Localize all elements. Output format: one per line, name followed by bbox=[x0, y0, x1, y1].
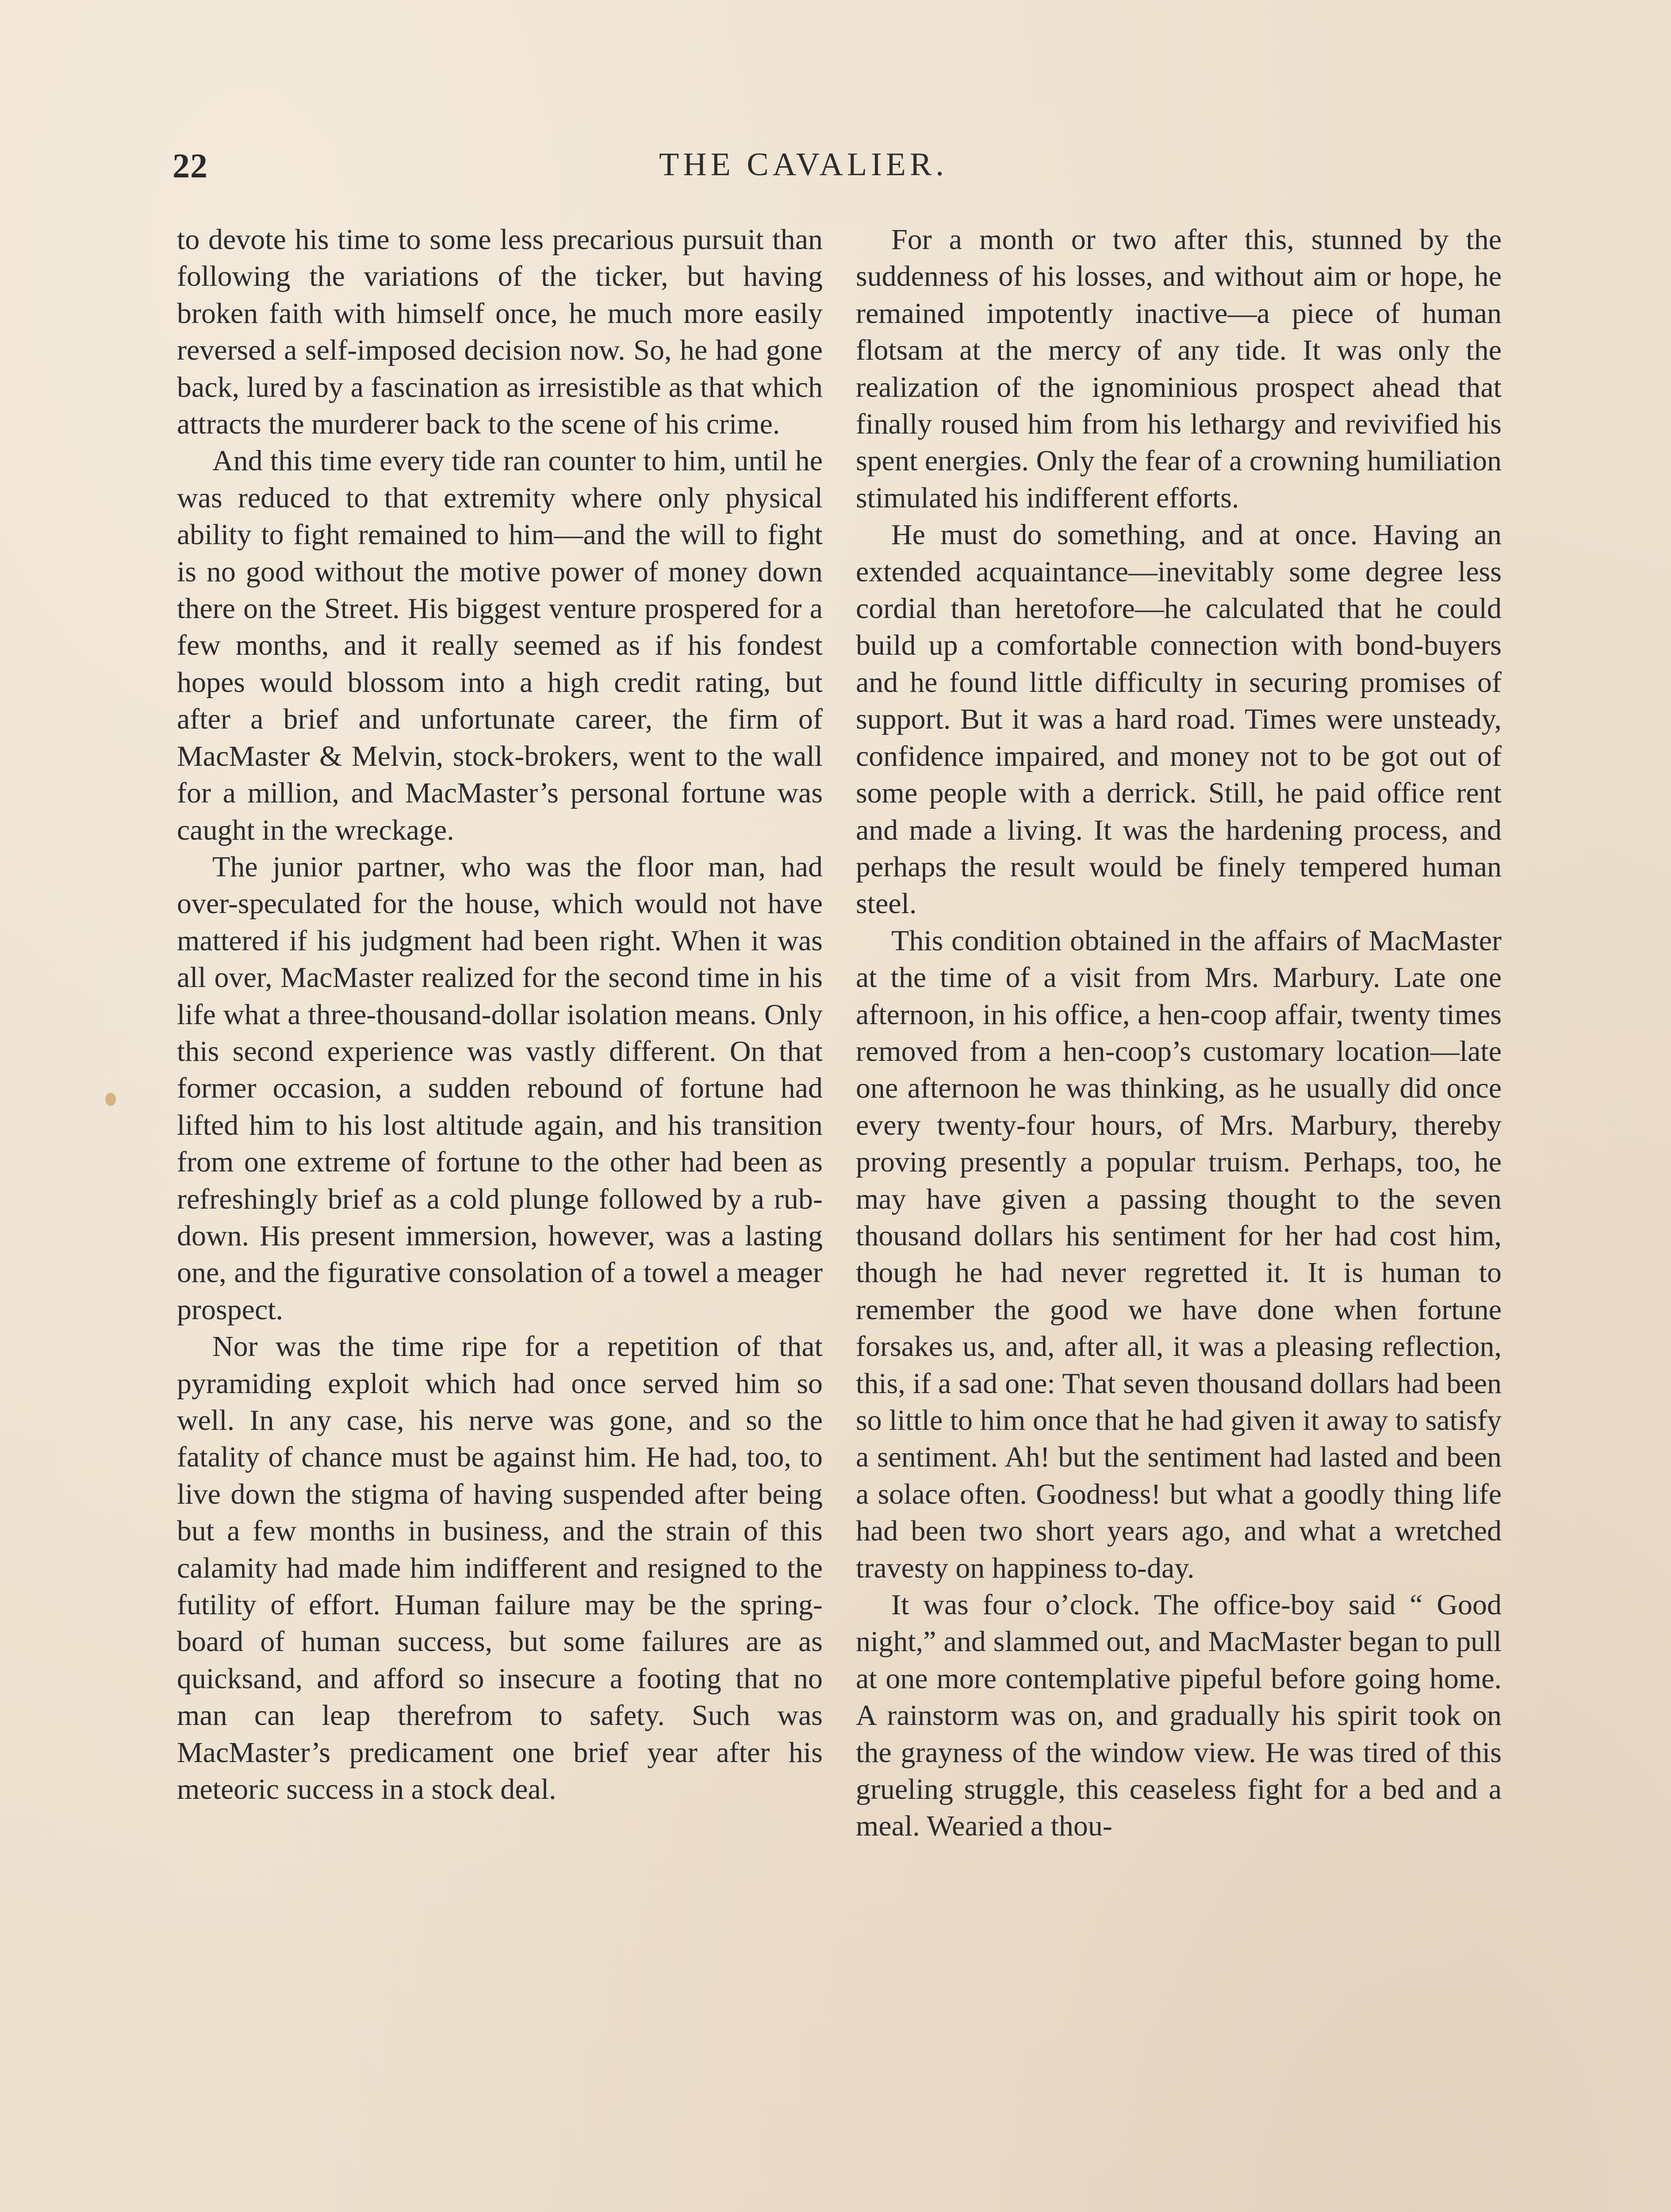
paragraph: And this time every tide ran counter to him, until he was reduced to that extremity where only physical ability to fight remained to him—and the will to fight is no good without the motive power of money down there on the Street. His biggest venture prospered for a few months, and it really seemed as if his fondest hopes would blossom into a high credit rating, but after a brief and unfortunate career, the firm of MacMaster & Melvin, stock-brokers, went to the wall for a million, and MacMaster’s personal fortune was caught in the wreckage. bbox=[177, 445, 823, 846]
left-column bbox=[177, 221, 823, 1808]
page-number: 22 bbox=[172, 146, 208, 185]
page-header bbox=[172, 146, 1495, 195]
paragraph: Nor was the time ripe for a repetition of that pyramiding exploit which had once served him so well. In any case, his nerve was gone, and so the fatality of chance must be against him. He had, too, to live down the stigma of having suspended after being but a few months in business, and the strain of this calamity had made him indifferent and resigned to the futility of effort. Human failure may be the spring-board of human success, but some failures are as quicksand, and afford so insecure a footing that no man can leap therefrom to safety. Such was MacMaster’s predicament one brief year after his meteoric success in a stock deal. bbox=[177, 1330, 823, 1806]
paragraph: For a month or two after this, stunned by the suddenness of his losses, and without aim or hope, he remained impotently inactive—a piece of human flotsam at the mercy of any tide. It was only the realization of the ignominious prospect ahead that finally roused him from his lethargy and revivified his spent energies. Only the fear of a crowning humiliation stimulated his indifferent efforts. bbox=[856, 223, 1502, 514]
running-title: THE CAVALIER. bbox=[659, 146, 948, 183]
paragraph: He must do something, and at once. Having an extended acquaintance—inevitably some degree less cordial than heretofore—he calculated that he could build up a comfortable connection with bond-buyers and he found little difficulty in securing promises of support. But it was a hard road. Times were unsteady, confidence impaired, and money not to be got out of some people with a derrick. Still, he paid office rent and made a living. It was the hardening process, and perhaps the result would be finely tempered human steel. bbox=[856, 518, 1502, 920]
paper-stain bbox=[105, 1093, 116, 1106]
paragraph: The junior partner, who was the floor man, had over-speculated for the house, which would not have mattered if his judgment had been right. When it was all over, MacMaster realized for the second time in his life what a three-thousand-dollar isolation means. Only this second experience was vastly different. On that former occasion, a sudden rebound of fortune had lifted him to his lost altitude again, and his transition from one extreme of fortune to the other had been as refreshingly brief as a cold plunge followed by a rub-down. His present immersion, however, was a lasting one, and the figurative consolation of a towel a meager prospect. bbox=[177, 850, 823, 1326]
paragraph: to devote his time to some less precarious pursuit than following the variations of the ticker, but having broken faith with himself once, he much more easily reversed a self-imposed decision now. So, he had gone back, lured by a fascination as irresistible as that which attracts the murderer back to the scene of his crime. bbox=[177, 223, 823, 441]
paragraph: It was four o’clock. The office-boy said “ Good night,” and slammed out, and MacMaster began to pull at one more contemplative pipeful before going home. A rainstorm was on, and gradually his spirit took on the grayness of the window view. He was tired of this grueling struggle, this ceaseless fight for a bed and a meal. Wearied a thou- bbox=[856, 1589, 1502, 1843]
right-column bbox=[856, 221, 1502, 1845]
paragraph: This condition obtained in the affairs of MacMaster at the time of a visit from Mrs. Marbury. Late one afternoon, in his office, a hen-coop affair, twenty times removed from a hen-coop’s customary location—late one afternoon he was thinking, as he usually did once every twenty-four hours, of Mrs. Marbury, thereby proving presently a popular truism. Perhaps, too, he may have given a passing thought to the seven thousand dollars his sentiment for her had cost him, though he had never regretted it. It is human to remember the good we have done when fortune forsakes us, and, after all, it was a pleasing reflection, this, if a sad one: That seven thousand dollars had been so little to him once that he had given it away to satisfy a sentiment. Ah! but the sentiment had lasted and been a solace often. Goodness! but what a goodly thing life had been two short years ago, and what a wretched travesty on happiness to-day. bbox=[856, 924, 1502, 1584]
